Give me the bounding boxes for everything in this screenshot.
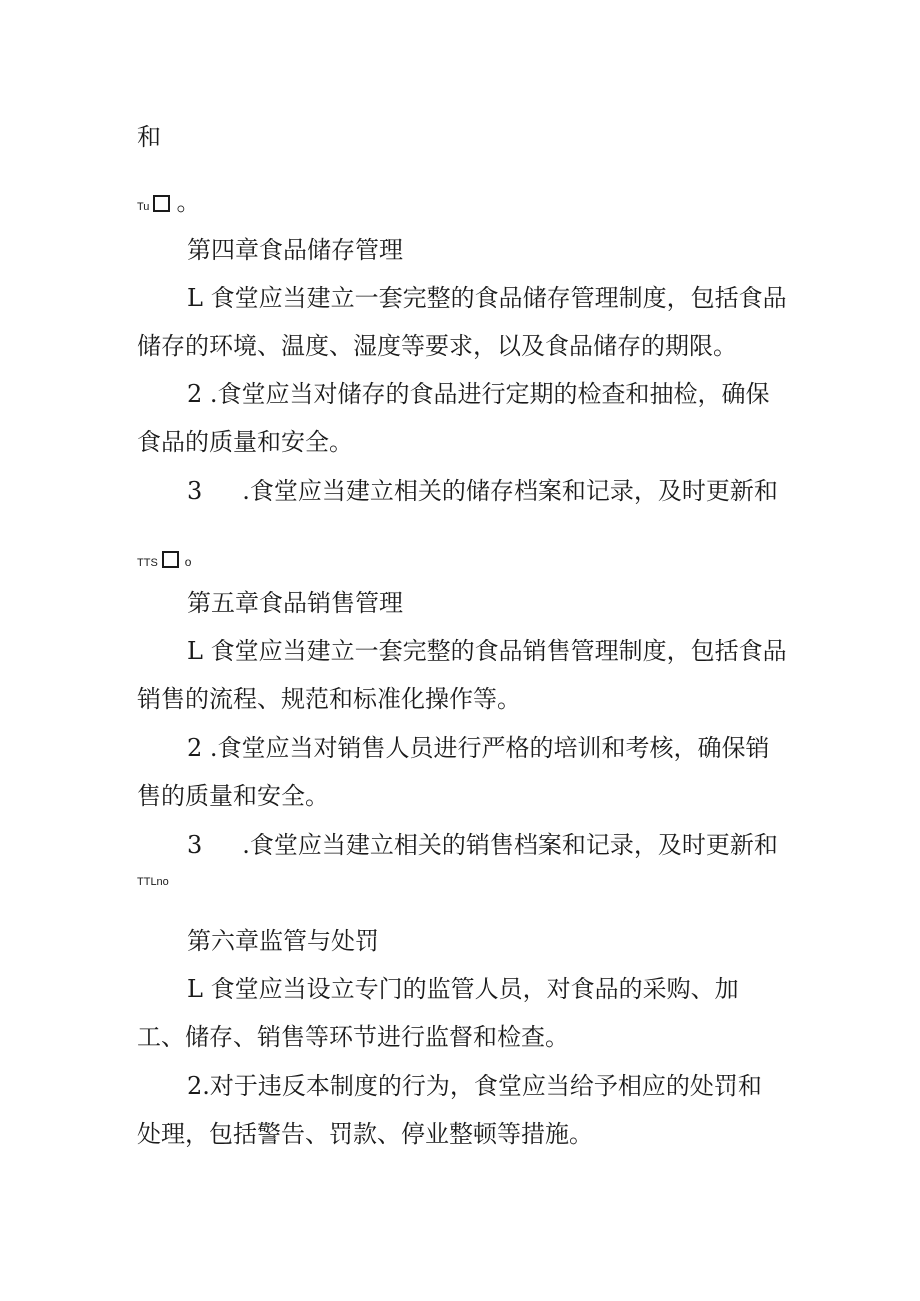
list-text: .食堂应当建立相关的储存档案和记录，及时更新和 (242, 477, 778, 505)
paragraph-line (137, 186, 200, 223)
placeholder-box-glyph (162, 551, 179, 568)
paragraph-line: 处理，包括警告、罚款、停业整顿等措施。 (137, 1120, 593, 1148)
list-text: .食堂应当建立相关的销售档案和记录，及时更新和 (242, 831, 778, 859)
placeholder-box-glyph (153, 195, 170, 212)
chapter-heading: 第五章食品销售管理 (187, 589, 403, 617)
paragraph-line: 食品的质量和安全。 (137, 428, 353, 456)
paragraph-line: 2.对于违反本制度的行为，食堂应当给予相应的处罚和 (187, 1072, 762, 1100)
garbled-text: TTS (137, 557, 158, 569)
list-number: 3 (187, 831, 203, 859)
paragraph-line: 2 .食堂应当对销售人员进行严格的培训和考核，确保销 (187, 734, 770, 762)
paragraph-line (187, 475, 778, 507)
period-mark: o (184, 555, 192, 569)
period-mark: 。 (176, 188, 201, 216)
paragraph-line: 工、储存、销售等环节进行监督和检查。 (137, 1023, 569, 1051)
paragraph-line: 和 (137, 123, 161, 151)
paragraph-line (187, 829, 778, 861)
paragraph-line: 售的质量和安全。 (137, 782, 329, 810)
chapter-heading: 第六章监管与处罚 (187, 927, 379, 955)
paragraph-line: L 食堂应当设立专门的监管人员，对食品的采购、加 (187, 975, 739, 1003)
paragraph-line (137, 542, 191, 579)
paragraph-line: 销售的流程、规范和标准化操作等。 (137, 685, 521, 713)
list-number: 3 (187, 477, 203, 505)
garbled-text: TTLno (137, 876, 169, 888)
garbled-text: Tu (137, 201, 150, 213)
paragraph-line: L 食堂应当建立一套完整的食品销售管理制度，包括食品 (187, 637, 787, 665)
chapter-heading: 第四章食品储存管理 (187, 236, 403, 264)
paragraph-line: L 食堂应当建立一套完整的食品储存管理制度，包括食品 (187, 284, 787, 312)
paragraph-line: 储存的环境、温度、湿度等要求，以及食品储存的期限。 (137, 332, 737, 360)
paragraph-line: 2 .食堂应当对储存的食品进行定期的检查和抽检，确保 (187, 380, 770, 408)
